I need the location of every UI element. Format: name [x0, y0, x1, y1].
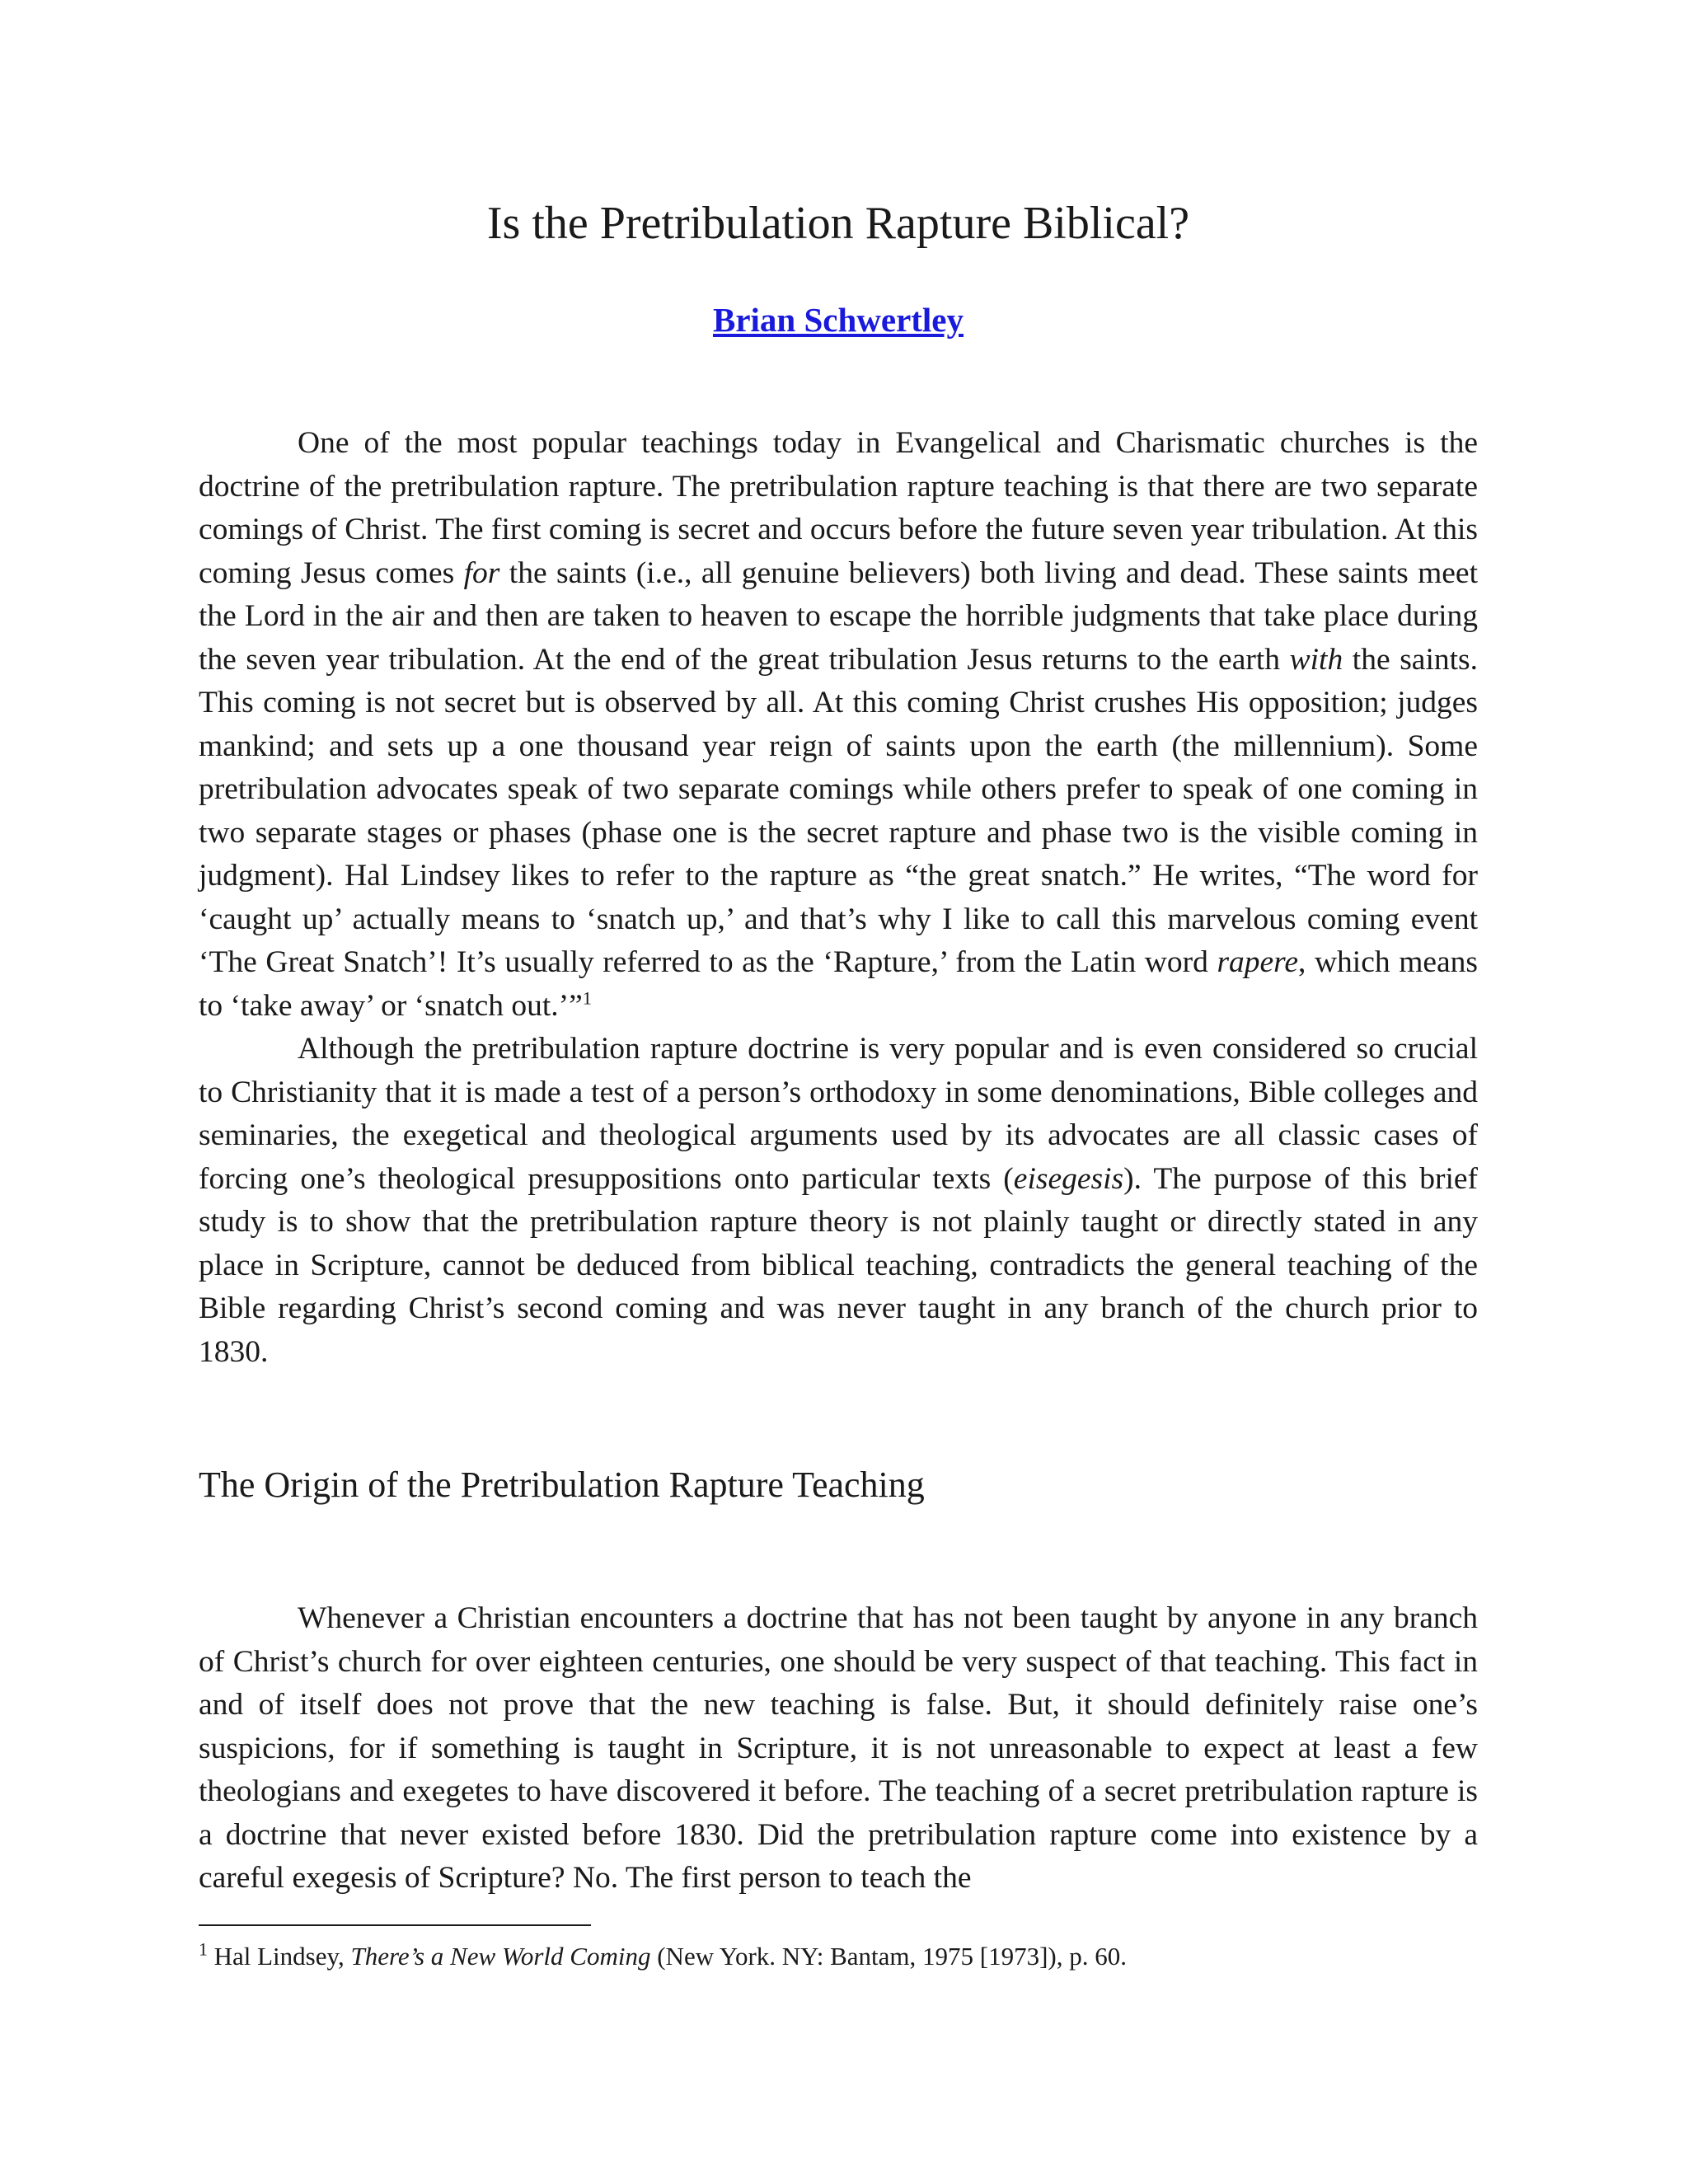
section-heading: The Origin of the Pretribulation Rapture Teaching	[199, 1465, 925, 1505]
paragraph-1	[199, 422, 1478, 1028]
intro-section	[199, 422, 1478, 1374]
footnote-text-2: (New York. NY: Bantam, 1975 [1973]), p. 60.	[650, 1942, 1127, 1971]
paragraph-1-text-4: , which means to ‘take away’ or ‘snatch out.’”	[199, 945, 1478, 1023]
paragraph-2-emphasis-eisegesis: eisegesis	[1013, 1161, 1124, 1196]
paragraph-1-text-1: One of the most popular teachings today in Evangelical and Charismatic churches is the doctrine of the pretribulation rapture. The pretribulation rapture teaching is that there are two separate comings of Christ. The first coming is secret and occurs before the future seven year tribulation. At this coming Jesus comes	[199, 426, 1478, 590]
footnote-text-1: Hal Lindsey,	[207, 1942, 351, 1971]
paragraph-1-text-2: the saints (i.e., all genuine believers) both living and dead. These saints meet the Lord in the air and then are taken to heaven to escape the horrible judgments that take place during the seven year tribulation. At the end of the great tribulation Jesus returns to the earth	[199, 555, 1478, 677]
author-link[interactable]: Brian Schwertley	[712, 301, 964, 339]
paragraph-1-emphasis-rapere: rapere	[1217, 945, 1299, 979]
paragraph-2	[199, 1028, 1478, 1374]
footnote-book-title: There’s a New World Coming	[350, 1942, 651, 1971]
paragraph-1-emphasis-for: for	[463, 555, 500, 590]
paragraph-1-text-3: the saints. This coming is not secret but is observed by all. At this coming Christ crushes His opposition; judges mankind; and sets up a one thousand year reign of saints upon the earth (the millennium). Some pretribulation advocates speak of two separate comings while others prefer to speak of one coming in two separate stages or phases (phase one is the secret rapture and phase two is the visible coming in judgment). Hal Lindsey likes to refer to the rapture as “the great snatch.” He writes, “The word for ‘caught up’ actually means to ‘snatch up,’ and that’s why I like to call this marvelous coming event ‘The Great Snatch’! It’s usually referred to as the ‘Rapture,’ from the Latin word	[199, 642, 1479, 979]
footnote-divider	[199, 1924, 591, 1926]
paragraph-1-emphasis-with: with	[1289, 642, 1343, 677]
paragraph-3: Whenever a Christian encounters a doctrine that has not been taught by anyone in any branch of Christ’s church for over eighteen centuries, one should be very suspect of that teaching. This fact in and of itself does not prove that the new teaching is false. But, it should definitely raise one’s suspicions, for if something is taught in Scripture, it is not unreasonable to expect at least a few theologians and exegetes to have discovered it before. The teaching of a secret pretribulation rapture is a doctrine that never existed before 1830. Did the pretribulation rapture come into existence by a careful exegesis of Scripture? No. The first person to teach the	[199, 1601, 1478, 1895]
document-page	[199, 0, 1478, 2184]
footnote-reference[interactable]: 1	[582, 987, 593, 1008]
footnote	[199, 1938, 1478, 1975]
author-byline	[199, 298, 1478, 341]
paragraph-2-text-2: ). The purpose of this brief study is to show that the pretribulation rapture theory is not plainly taught or directly stated in any place in Scripture, cannot be deduced from biblical teaching, contradicts the general teaching of the Bible regarding Christ’s second coming and was never taught in any branch of the church prior to 1830.	[199, 1161, 1479, 1369]
paragraph-2-text-1: Although the pretribulation rapture doctrine is very popular and is even considered so crucial to Christianity that it is made a test of a person’s orthodoxy in some denominations, Bible colleges and seminaries, the exegetical and theological arguments used by its advocates are all classic cases of forcing one’s theological presuppositions onto particular texts (	[199, 1032, 1478, 1196]
origin-section	[199, 1597, 1478, 1900]
footnote-number: 1	[199, 1939, 208, 1960]
document-title: Is the Pretribulation Rapture Biblical?	[486, 198, 1190, 249]
